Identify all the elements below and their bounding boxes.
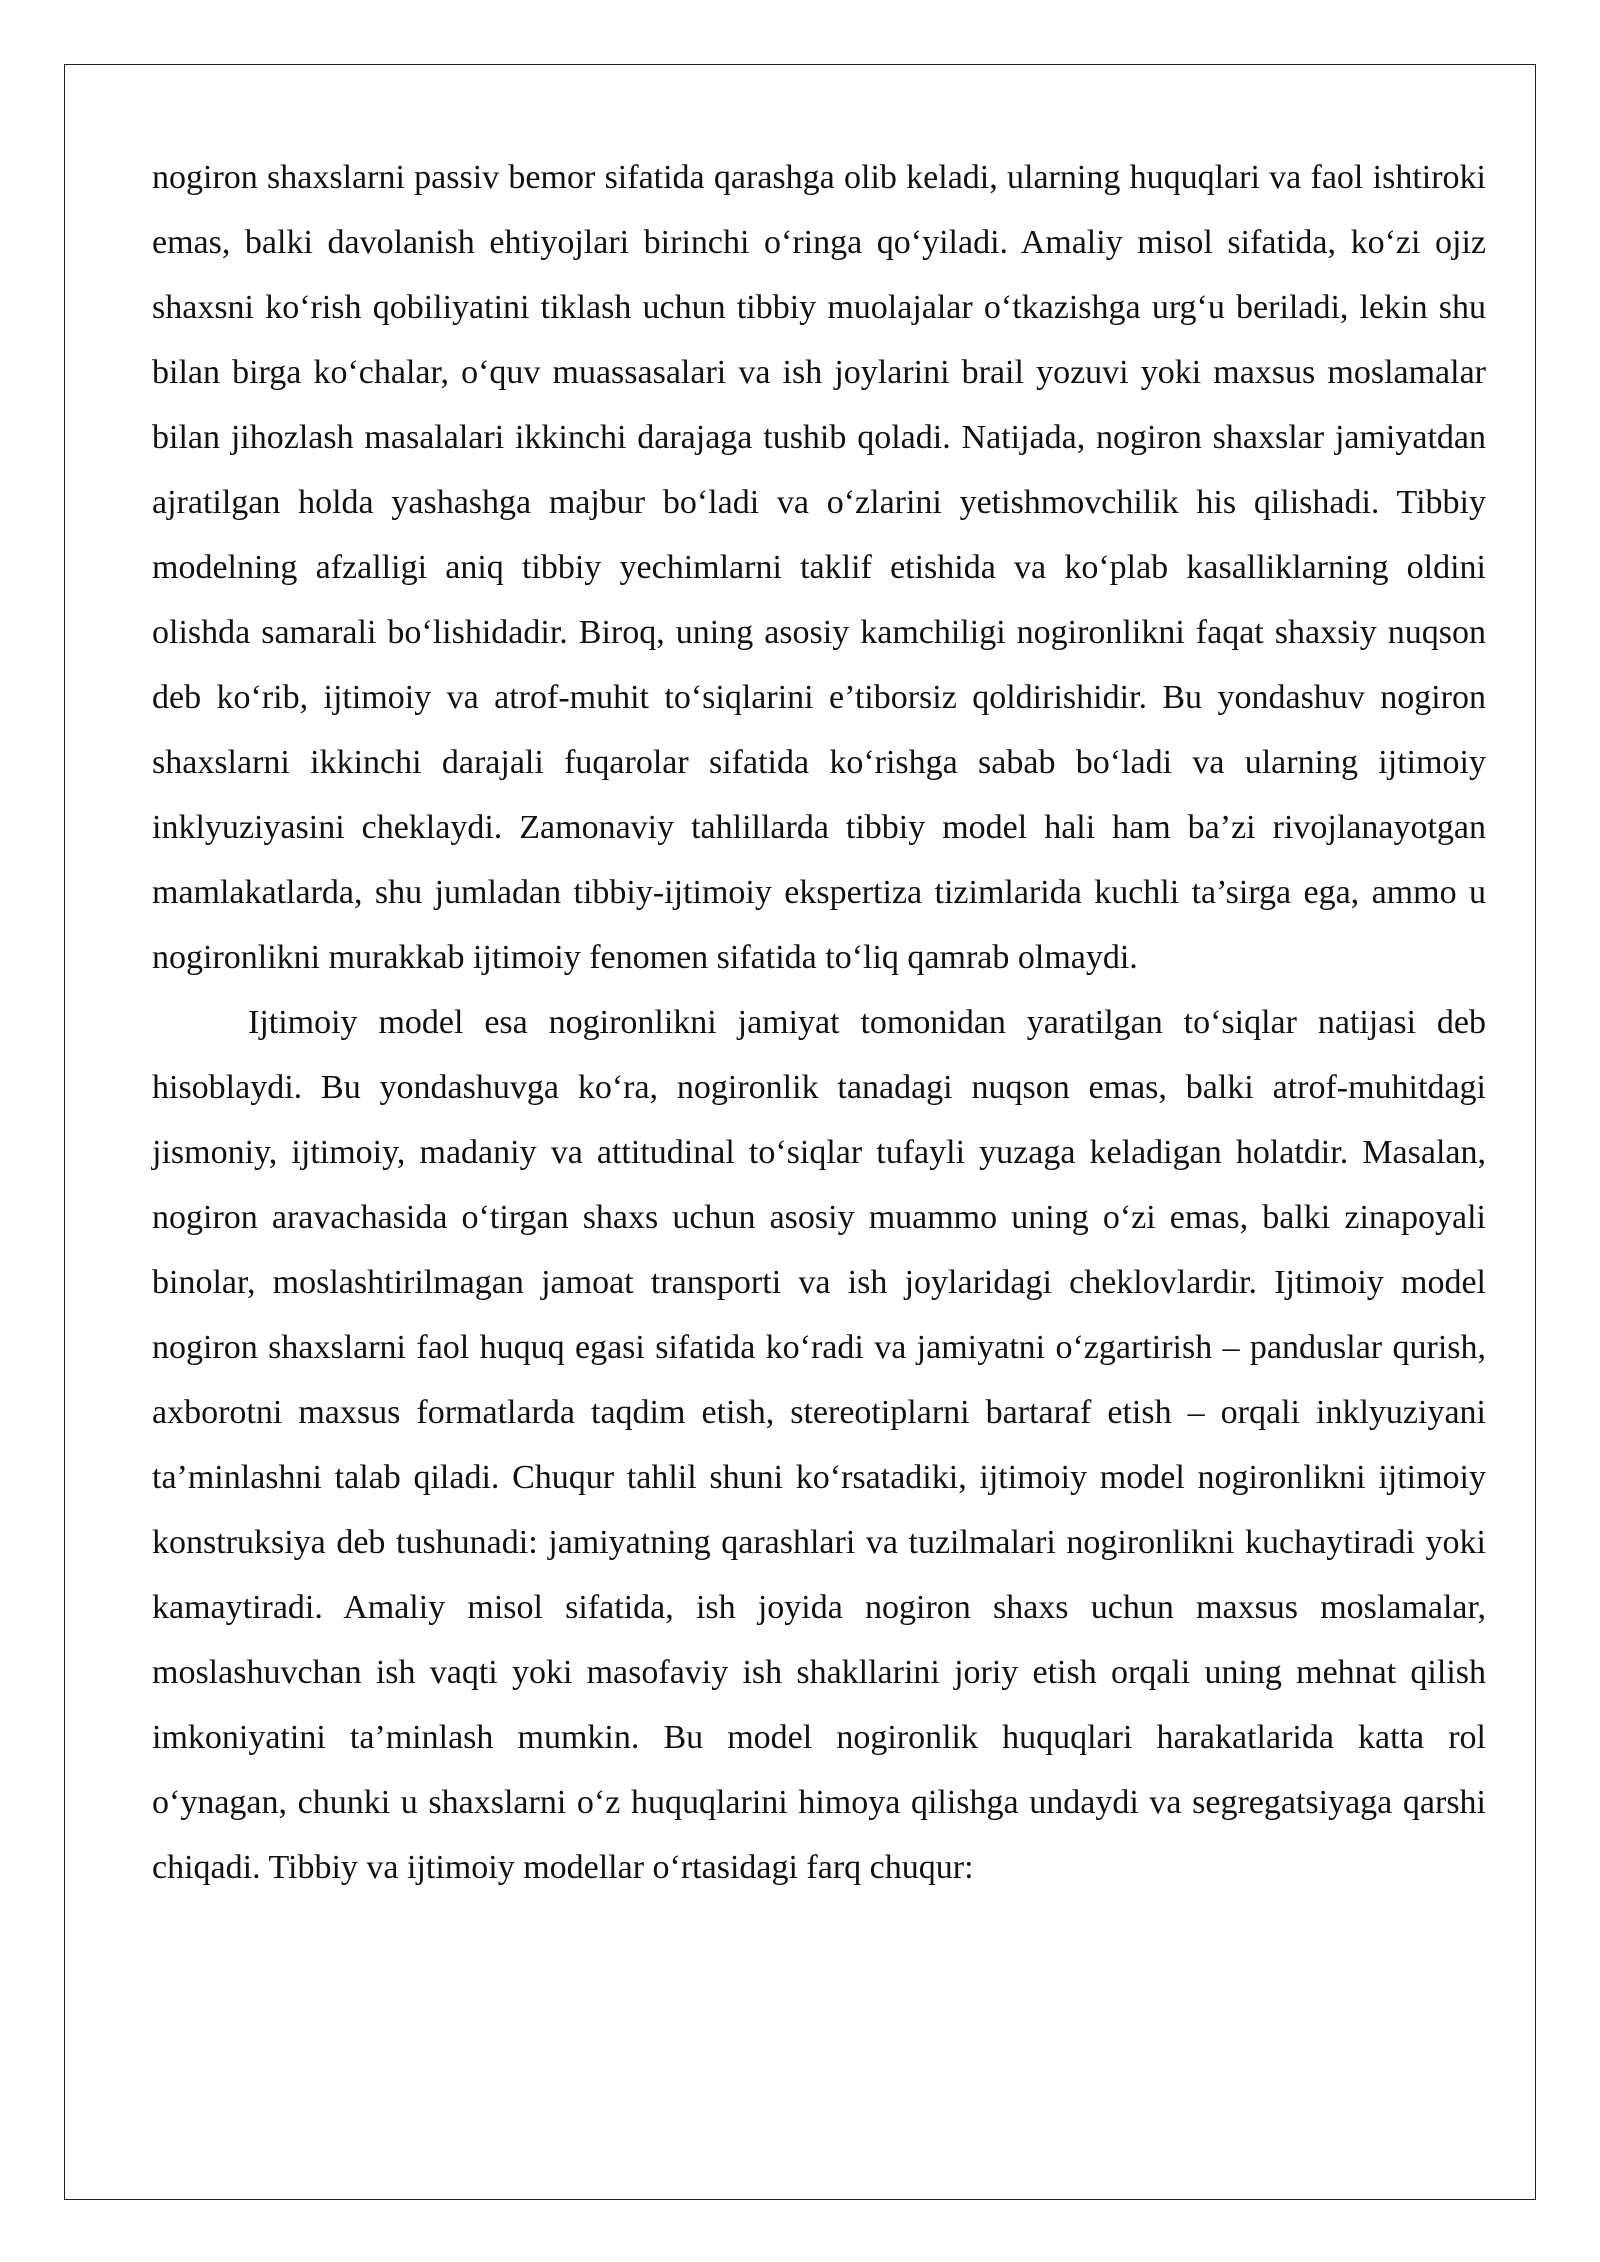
paragraph-social-model: Ijtimoiy model esa nogironlikni jamiyat tomonidan yaratilgan to‘siqlar natijasi deb hisoblaydi. Bu yondashuvga ko‘ra, nogironlik tanadagi nuqson emas, balki atrof-muhitdagi jismoniy, ijtimoiy, madaniy va attitudinal to‘siqlar tufayli yuzaga keladigan holatdir. Masalan, nogiron aravachasida o‘tirgan shaxs uchun asosiy muammo uning o‘zi emas, balki zinapoyali binolar, moslashtirilmagan jamoat transporti va ish joylaridagi cheklovlardir. Ijtimoiy model nogiron shaxslarni faol huquq egasi sifatida ko‘radi va jamiyatni o‘zgartirish – panduslar qurish, axborotni maxsus formatlarda taqdim etish, stereotiplarni bartaraf etish – orqali inklyuziyani ta’minlashni talab qiladi. Chuqur tahlil shuni ko‘rsatadiki, ijtimoiy model nogironlikni ijtimoiy konstruksiya deb tushunadi: jamiyatning qarashlari va tuzilmalari nogironlikni kuchaytiradi yoki kamaytiradi. Amaliy misol sifatida, ish joyida nogiron shaxs uchun maxsus moslamalar, moslashuvchan ish vaqti yoki masofaviy ish shakllarini joriy etish orqali uning mehnat qilish imkoniyatini ta’minlash mumkin. Bu model nogironlik huquqlari harakatlarida katta rol o‘ynagan, chunki u shaxslarni o‘z huquqlarini himoya qilishga undaydi va segregatsiyaga qarshi chiqadi. Tibbiy va ijtimoiy modellar o‘rtasidagi farq chuqur: (152, 1004, 1486, 1886)
document-body (152, 145, 1486, 1900)
paragraph-medical-model: nogiron shaxslarni passiv bemor sifatida qarashga olib keladi, ularning huquqlari va faol ishtiroki emas, balki davolanish ehtiyojlari birinchi o‘ringa qo‘yiladi. Amaliy misol sifatida, ko‘zi ojiz shaxsni ko‘rish qobiliyatini tiklash uchun tibbiy muolajalar o‘tkazishga urg‘u beriladi, lekin shu bilan birga ko‘chalar, o‘quv muassasalari va ish joylarini brail yozuvi yoki maxsus moslamalar bilan jihozlash masalalari ikkinchi darajaga tushib qoladi. Natijada, nogiron shaxslar jamiyatdan ajratilgan holda yashashga majbur bo‘ladi va o‘zlarini yetishmovchilik his qilishadi. Tibbiy modelning afzalligi aniq tibbiy yechimlarni taklif etishida va ko‘plab kasalliklarning oldini olishda samarali bo‘lishidadir. Biroq, uning asosiy kamchiligi nogironlikni faqat shaxsiy nuqson deb ko‘rib, ijtimoiy va atrof-muhit to‘siqlarini e’tiborsiz qoldirishidir. Bu yondashuv nogiron shaxslarni ikkinchi darajali fuqarolar sifatida ko‘rishga sabab bo‘ladi va ularning ijtimoiy inklyuziyasini cheklaydi. Zamonaviy tahlillarda tibbiy model hali ham ba’zi rivojlanayotgan mamlakatlarda, shu jumladan tibbiy-ijtimoiy ekspertiza tizimlarida kuchli ta’sirga ega, ammo u nogironlikni murakkab ijtimoiy fenomen sifatida to‘liq qamrab olmaydi. (152, 159, 1486, 976)
